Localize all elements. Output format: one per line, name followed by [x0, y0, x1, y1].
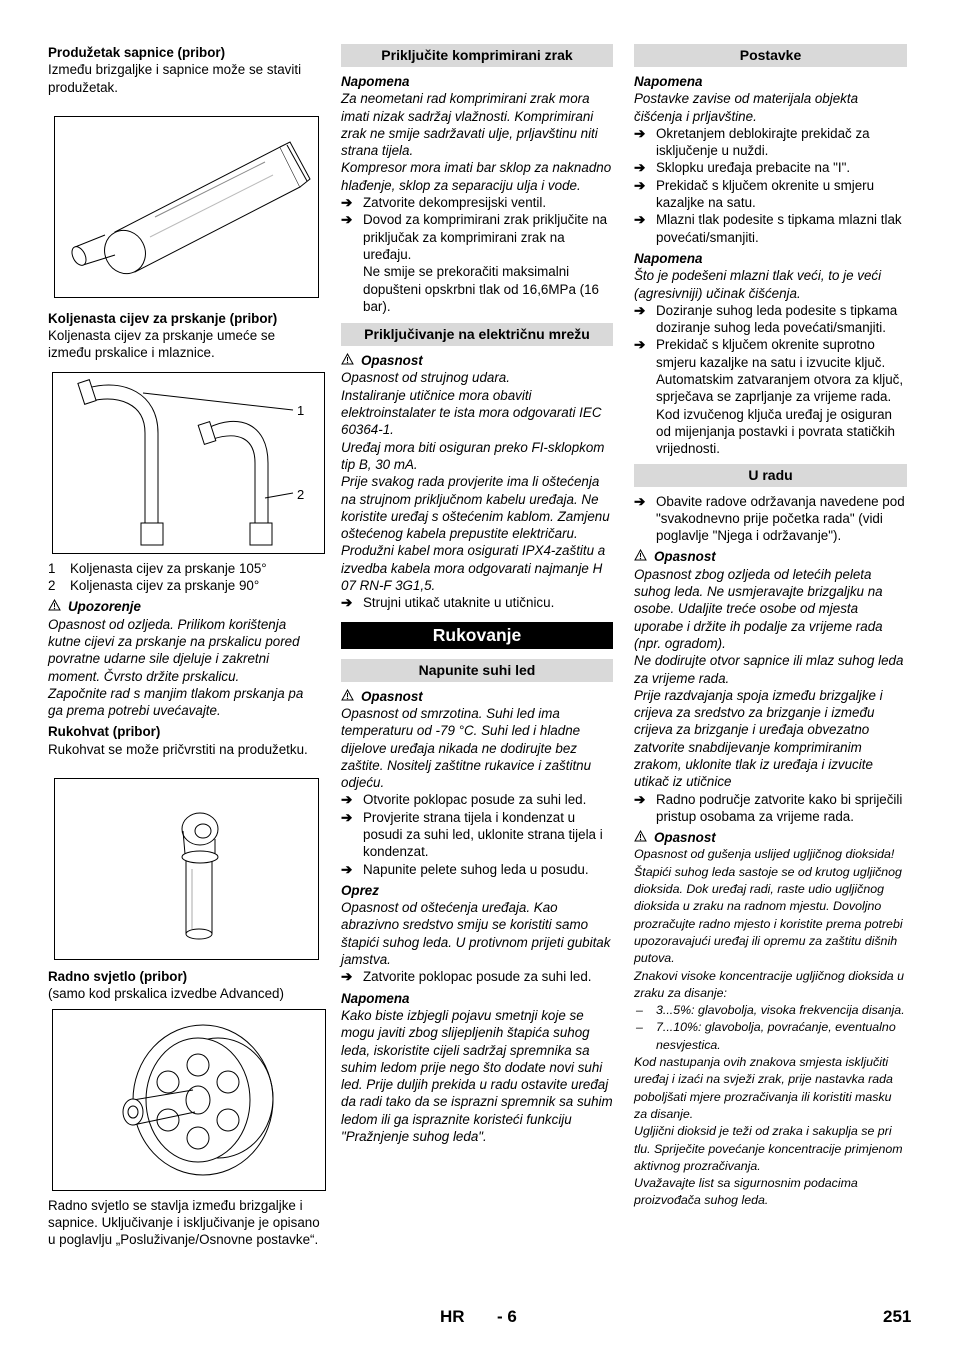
danger-label: Opasnost [361, 353, 423, 369]
text-work-light: Radno svjetlo se stavlja između brizgaljke i sapnice. Uključivanje i isključivanje je opisano u poglavlju „Posluživanje/Osnovne postavke“. [48, 1197, 320, 1248]
text-handle: Rukohvat se može pričvrstiti na produžetku. [48, 741, 308, 757]
step-text: Strujni utikač utaknite u utičnicu. [363, 595, 555, 611]
step-text: Napunite pelete suhog leda u posudu. [363, 861, 589, 877]
danger-co2-text: Kod nastupanja ovih znakova smjesta isključiti uređaj i izaći na svježi zrak, prije nastavka rada poboljšati mjere prozračivanja ili koristiti masku za disanje. [634, 1055, 893, 1121]
step-item [634, 791, 907, 826]
note-label: Napomena [634, 74, 703, 89]
step-text: Zatvorite poklopac posude za suhi led. [363, 969, 592, 985]
step-item [341, 194, 613, 211]
note-settings-text: Postavke zavise od materijala objekta čišćenja i prljavštine. [634, 91, 859, 124]
legend-number: 1 [48, 560, 56, 576]
step-item [634, 125, 907, 160]
arrow-right-icon: ➔ [634, 791, 646, 807]
section-fill-dry-ice: Napunite suhi led [341, 659, 613, 682]
section-compressed-air: Priključite komprimirani zrak [341, 44, 613, 67]
step-subtext: Kod izvučenog ključa uređaj je osiguran od mijenjanja postavki i povrata statičkih vrijednosti. [656, 406, 895, 457]
text-bent-pipe: Koljenasta cijev za prskanje umeće se između prskalice i mlaznice. [48, 328, 276, 361]
arrow-right-icon: ➔ [634, 302, 646, 318]
danger-ice-text: Opasnost od smrzotina. Suhi led ima temperaturu od -79 °C. Suhi led i hladne dijelove uređaja nikada ne dodirujte bez zaštite. Nositelj zaštitne rukavice i zaštitnu odjeću. [341, 705, 592, 791]
legend-item-1 [48, 560, 320, 577]
step-text: Okretanjem deblokirajte prekidač za isključenje u nuždi. [656, 125, 870, 159]
figure-handle [54, 778, 319, 960]
step-text: Radno područje zatvorite kako bi spriječili pristup osobama za vrijeme rada. [656, 791, 903, 824]
dash-text: 7...10%: glavobolja, povraćanje, eventualno nesvjestica. [656, 1020, 896, 1052]
chapter-title-operation: Rukovanje [341, 622, 613, 649]
danger-work-text: Prije razdvajanja spoja između brizgaljke i crijeva za sredstvo za brizganje i između crijeva za brizganje i uređaja obvezatno zatvorite snabdijevanje komprimiranim zrakom, uklonite tlak iz uređaja i izvucite utikač iz utičnice [634, 687, 883, 790]
note-ice-text: Kako biste izbjegli pojavu smetnji koje se mogu javiti zbog slijepljenih štapića suhog leda, iskoristite cijeli sadržaj spremnika sa suhim ledom prije nego što dodate novi suhi led. Prije duljih prekida u radu ostavite uređaj da radi tako da se isprazni spremnik sa suhim ledom ili ga ispraznite koristeći funkciju "Pražnjenje suhog leda". [341, 1007, 613, 1145]
figure-work-light [52, 1009, 326, 1191]
section-power-connection: Priključivanje na električnu mrežu [341, 323, 613, 346]
heading-work-light: Radno svjetlo (pribor) [48, 969, 188, 985]
warning-triangle-icon [48, 598, 62, 615]
danger-co2-text: Ugljični dioksid je teži od zraka i sakuplja se pri tlu. Spriječite povećanje koncentracije primjenom aktivnog prozračivanja. [634, 1124, 903, 1173]
step-item [634, 159, 907, 176]
step-item [341, 968, 613, 985]
step-item [341, 809, 613, 861]
figure-nozzle-extension [54, 116, 319, 298]
text-nozzle-extension: Između brizgaljke i sapnice može se staviti produžetak. [48, 62, 302, 95]
arrow-right-icon: ➔ [341, 969, 353, 985]
text-work-light-note: (samo kod prskalica izvedbe Advanced) [48, 986, 284, 1002]
arrow-right-icon: ➔ [341, 809, 353, 825]
arrow-right-icon: ➔ [341, 792, 353, 808]
warning-triangle-icon [634, 548, 648, 565]
step-item [341, 211, 613, 263]
column-3 [634, 44, 907, 1210]
heading-handle: Rukohvat (pribor) [48, 724, 161, 740]
caution-label: Oprez [341, 882, 379, 898]
note-label: Napomena [341, 990, 410, 1006]
step-text: Prekidač s ključem okrenite suprotno smjeru kazaljke na satu i izvucite ključ. [656, 337, 886, 370]
arrow-right-icon: ➔ [634, 125, 646, 141]
warning-text-2: Započnite rad s manjim tlakom prskanja pa ga prema potrebi uvećavajte. [48, 685, 304, 719]
danger-label: Opasnost [654, 830, 716, 846]
danger-power-text: Opasnost od strujnog udara. [341, 370, 510, 386]
warning-heading [48, 598, 320, 615]
note-air-text: Za neometani rad komprimirani zrak mora imati nizak sadržaj vlažnosti. Komprimirani zrak ne smije sadržavati ulje, prljavštinu niti strana tijela. [341, 91, 598, 159]
step-item [634, 493, 907, 545]
danger-power-text: Produžni kabel mora osigurati IPX4-zaštitu a izvedba kabela mora odgovarati najmanje H 07 RN-F 3G1,5. [341, 543, 606, 594]
dash-item: – 3...5%: glavobolja, visoka frekvencija disanja. [636, 1003, 905, 1018]
arrow-right-icon: ➔ [341, 195, 353, 211]
heading-bent-pipe: Koljenasta cijev za prskanje (pribor) [48, 310, 278, 326]
footer-language-code: HR [440, 1307, 465, 1326]
arrow-right-icon: ➔ [634, 160, 646, 176]
legend-text: Koljenasta cijev za prskanje 90° [70, 578, 260, 594]
danger-work-text: Opasnost zbog ozljeda od letećih peleta suhog leda. Ne usmjeravajte brizgaljku na osobe. Udaljite treće osobe od mjesta uporabe i držite ih podalje za vrijeme rada (npr. ogradom). [634, 566, 883, 651]
handle-illustration [55, 779, 318, 959]
legend-number: 2 [48, 578, 56, 594]
warning-triangle-icon [341, 352, 355, 369]
footer-page-number: 251 [883, 1307, 912, 1326]
note-label: Napomena [634, 250, 703, 266]
step-item [634, 336, 907, 371]
dash-text: 3...5%: glavobolja, visoka frekvencija disanja. [656, 1003, 905, 1018]
warning-triangle-icon [341, 688, 355, 705]
warning-triangle-icon [634, 829, 648, 846]
step-item [634, 211, 907, 246]
step-item [341, 791, 613, 808]
step-text: Otvorite poklopac posude za suhi led. [363, 792, 587, 808]
column-1 [48, 44, 320, 1249]
warning-label: Upozorenje [68, 599, 141, 615]
arrow-right-icon: ➔ [634, 493, 646, 509]
heading-nozzle-extension: Produžetak sapnice (pribor) [48, 45, 226, 60]
step-item [341, 594, 613, 611]
step-subtext: Ne smije se prekoračiti maksimalni dopušteni opskrbni tlak od 16,6MPa (16 bar). [363, 264, 599, 314]
arrow-right-icon: ➔ [341, 212, 353, 228]
column-2 [341, 44, 613, 1145]
danger-work-text: Ne dodirujte otvor sapnice ili mlaz suhog leda za vrijeme rada. [634, 653, 904, 686]
danger-co2-text: Opasnost od gušenja uslijed ugljičnog dioksida! Štapići suhog leda sastoje se od krutog ugljičnog dioksida. Dok uređaj radi, raste udio ugljičnog dioksida u zraku na radnom mjestu. Dovoljno prozračujte radno mjesto i koristite prema potrebi upozoravajući uređaj ili opremu za zaštitu dišnih putova. [634, 847, 903, 966]
footer-chapter-page: - 6 [497, 1307, 517, 1326]
danger-power-text: Instaliranje utičnice mora obaviti elektroinstalater te ista mora odgovarati IEC 60364-1. [341, 387, 602, 438]
section-in-operation: U radu [634, 464, 907, 487]
step-text: Mlazni tlak podesite s tipkama mlazni tlak povećati/smanjiti. [656, 212, 902, 245]
step-text: Provjerite strana tijela i kondenzat u posudi za suhi led, uklonite strana tijela i kondenzat. [363, 809, 603, 860]
step-text: Obavite radove održavanja navedene pod "svakodnevno prije početka rada" (vidi poglavlje "Njega i održavanje"). [656, 493, 905, 544]
step-subtext: Automatskim zatvaranjem otvora za ključ, sprječava se zaprljanje za vrijeme rada. [656, 372, 904, 405]
note-air-text-2: Kompresor mora imati bar sklop za naknadno hlađenje, sklop za separaciju ulja i vode. [341, 160, 612, 193]
danger-label: Opasnost [654, 549, 716, 565]
callout-1: 1 [297, 402, 305, 418]
danger-power-text: Prije svakog rada provjerite ima li oštećenja na strujnom priključnom kabelu uređaja. Ne koristite uređaj s oštećenim kablom. Zamjenu oštećenog kabela prepustite električaru. [341, 474, 610, 542]
caution-text: Opasnost od oštećenja uređaja. Kao abrazivno sredstvo smiju se koristiti samo štapići suhog leda. U protivnom prijeti gubitak jamstva. [341, 900, 611, 968]
danger-heading [634, 829, 907, 846]
step-item [341, 861, 613, 878]
work-light-illustration [53, 1010, 325, 1190]
step-item [634, 302, 907, 337]
note-pressure-text: Što je podešeni mlazni tlak veći, to je veći (agresivniji) učinak čišćenja. [634, 268, 882, 301]
danger-heading [341, 352, 613, 369]
danger-co2-text: Znakovi visoke koncentracije ugljičnog dioksida u zraku za disanje: [634, 968, 904, 1000]
callout-2: 2 [297, 486, 305, 502]
step-text: Sklopku uređaja prebacite na "I". [656, 160, 851, 176]
danger-label: Opasnost [361, 688, 423, 704]
step-text: Prekidač s ključem okrenite u smjeru kazaljke na satu. [656, 177, 875, 211]
danger-power-text: Uređaj mora biti osiguran preko FI-sklopkom tip B, 30 mA. [341, 439, 605, 472]
arrow-right-icon: ➔ [341, 595, 353, 611]
nozzle-extension-illustration [55, 117, 318, 297]
section-settings: Postavke [634, 44, 907, 67]
danger-co2-text: Uvažavajte list sa sigurnosnim podacima proizvođača suhog leda. [634, 1176, 858, 1208]
step-text: Doziranje suhog leda podesite s tipkama doziranje suhog leda povećati/smanjiti. [656, 302, 898, 336]
bent-pipes-illustration [53, 373, 324, 553]
arrow-right-icon: ➔ [341, 861, 353, 877]
note-label: Napomena [341, 74, 410, 89]
dash-item: – 7...10%: glavobolja, povraćanje, eventualno nesvjestica. [636, 1020, 896, 1052]
danger-heading [634, 548, 907, 565]
danger-heading [341, 688, 613, 705]
legend-item-2 [48, 577, 320, 594]
legend-text: Koljenasta cijev za prskanje 105° [70, 560, 267, 576]
arrow-right-icon: ➔ [634, 177, 646, 193]
warning-text: Opasnost od ozljeda. Prilikom korištenja kutne cijevi za prskanje na prskalicu pored povratne udarne sile djeluje i zakretni moment. Čvrsto držite prskalicu. [48, 616, 300, 684]
arrow-right-icon: ➔ [634, 212, 646, 228]
step-text: Dovod za komprimirani zrak priključite na priključak za komprimirani zrak na uređaju. [363, 212, 608, 262]
arrow-right-icon: ➔ [634, 337, 646, 353]
step-text: Zatvorite dekompresijski ventil. [363, 195, 547, 211]
step-item [634, 177, 907, 212]
figure-bent-pipes [52, 372, 325, 554]
